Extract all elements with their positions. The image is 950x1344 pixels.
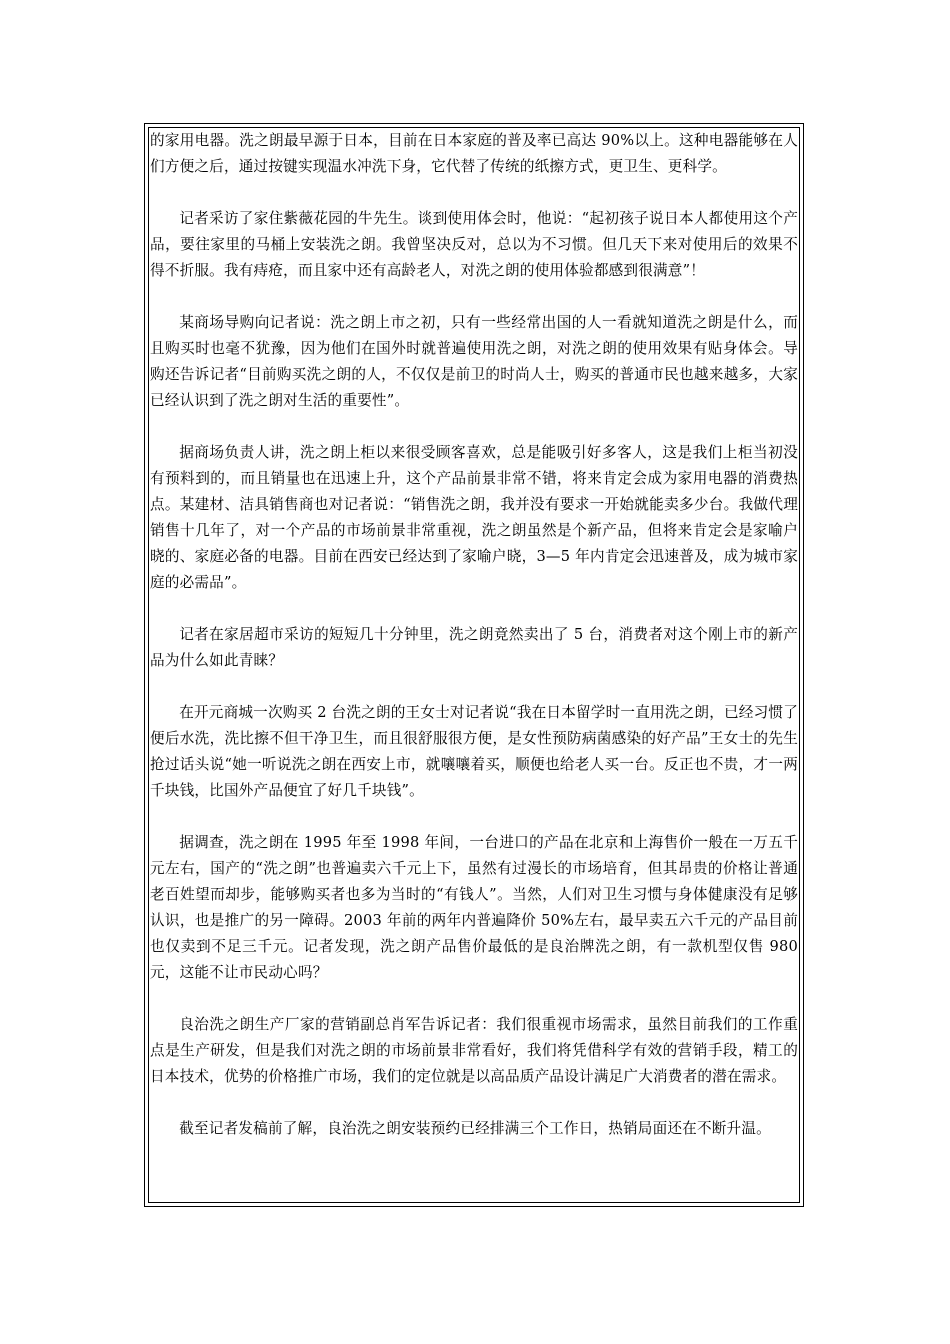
article-paragraph-6: 在开元商城一次购买 2 台洗之朗的王女士对记者说“我在日本留学时一直用洗之朗，已经习惯了便后水洗，洗比擦不但干净卫生，而且很舒服很方便，是女性预防病菌感染的好产品”王女士的先生抢过话头说“她一听说洗之朗在西安上市，就嚷嚷着买，顺便也给老人买一台。反正也不贵，才一两千块钱，比国外产品便宜了好几千块钱”。 bbox=[150, 704, 798, 799]
article-paragraph-1: 的家用电器。洗之朗最早源于日本，目前在日本家庭的普及率已高达 90%以上。这种电器能够在人们方便之后，通过按键实现温水冲洗下身，它代替了传统的纸擦方式，更卫生、更科学。 bbox=[150, 132, 798, 175]
article-paragraph-4: 据商场负责人讲，洗之朗上柜以来很受顾客喜欢，总是能吸引好多客人，这是我们上柜当初没有预料到的，而且销量也在迅速上升，这个产品前景非常不错，将来肯定会成为家用电器的消费热点。某建材、洁具销售商也对记者说：“销售洗之朗，我并没有要求一开始就能卖多少台。我做代理销售十几年了，对一个产品的市场前景非常重视，洗之朗虽然是个新产品，但将来肯定会是家喻户晓的、家庭必备的电器。目前在西安已经达到了家喻户晓，3—5 年内肯定会迅速普及，成为城市家庭的必需品”。 bbox=[150, 444, 798, 591]
article-paragraph-8: 良治洗之朗生产厂家的营销副总肖军告诉记者：我们很重视市场需求，虽然目前我们的工作重点是生产研发，但是我们对洗之朗的市场前景非常看好，我们将凭借科学有效的营销手段，精工的日本技术，优势的价格推广市场，我们的定位就是以高品质产品设计满足广大消费者的潜在需求。 bbox=[150, 1016, 798, 1085]
document-table-frame bbox=[144, 123, 804, 1207]
article-paragraph-5: 记者在家居超市采访的短短几十分钟里，洗之朗竟然卖出了 5 台，消费者对这个刚上市的新产品为什么如此青睐？ bbox=[150, 626, 798, 669]
article-paragraph-2: 记者采访了家住紫薇花园的牛先生。谈到使用体会时，他说：“起初孩子说日本人都使用这个产品，要往家里的马桶上安装洗之朗。我曾坚决反对，总以为不习惯。但几天下来对使用后的效果不得不折服。我有痔疮，而且家中还有高龄老人，对洗之朗的使用体验都感到很满意”！ bbox=[150, 210, 798, 279]
document-table-cell bbox=[148, 127, 800, 1203]
article-paragraph-7: 据调查，洗之朗在 1995 年至 1998 年间，一台进口的产品在北京和上海售价一般在一万五千元左右，国产的“洗之朗”也普遍卖六千元上下，虽然有过漫长的市场培育，但其昂贵的价格让普通老百姓望而却步，能够购买者也多为当时的“有钱人”。当然，人们对卫生习惯与身体健康没有足够认识，也是推广的另一障碍。2003 年前的两年内普遍降价 50%左右，最早卖五六千元的产品目前也仅卖到不足三千元。记者发现，洗之朗产品售价最低的是良治牌洗之朗，有一款机型仅售 980 元，这能不让市民动心吗？ bbox=[150, 834, 798, 981]
article-body bbox=[149, 128, 799, 1142]
article-paragraph-3: 某商场导购向记者说：洗之朗上市之初，只有一些经常出国的人一看就知道洗之朗是什么，而且购买时也毫不犹豫，因为他们在国外时就普遍使用洗之朗，对洗之朗的使用效果有贴身体会。导购还告诉记者“目前购买洗之朗的人，不仅仅是前卫的时尚人士，购买的普通市民也越来越多，大家已经认识到了洗之朗对生活的重要性”。 bbox=[150, 314, 798, 409]
article-paragraph-9: 截至记者发稿前了解，良治洗之朗安装预约已经排满三个工作日，热销局面还在不断升温。 bbox=[179, 1120, 771, 1137]
